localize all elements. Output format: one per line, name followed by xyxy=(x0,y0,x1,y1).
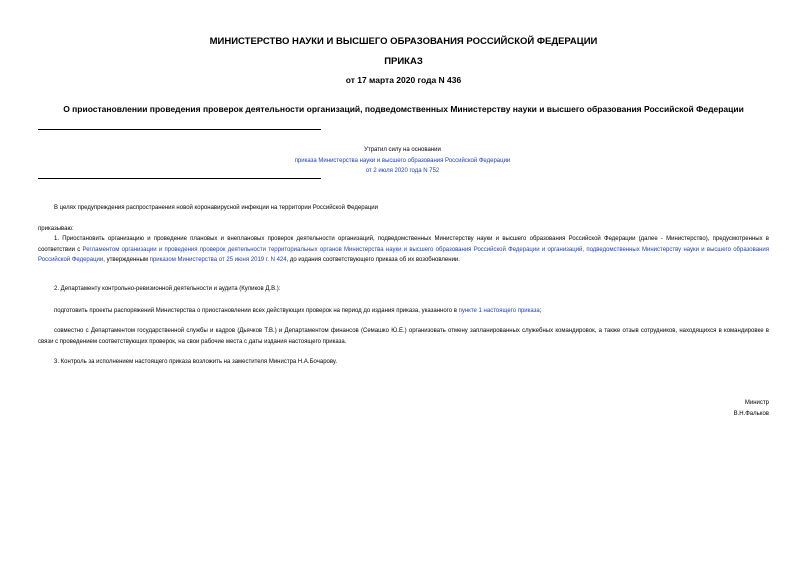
paragraph-intro: В целях предупреждения распространения новой коронавирусной инфекции на территории Российской Федерации xyxy=(54,205,379,211)
document-type: ПРИКАЗ xyxy=(384,56,423,67)
ministry-order-link[interactable]: приказом Министерства от 25 июня 2019 г. N 424 xyxy=(149,257,287,263)
signer-position: Министр xyxy=(744,400,769,406)
paragraph-2a-text-b: ; xyxy=(539,308,542,314)
ministry-name: МИНИСТЕРСТВО НАУКИ И ВЫСШЕГО ОБРАЗОВАНИЯ РОССИЙСКОЙ ФЕДЕРАЦИИ xyxy=(209,36,598,47)
document-date-number: от 17 марта 2020 года N 436 xyxy=(345,75,462,85)
lapsed-order-date-link[interactable]: от 2 июля 2020 года N 752 xyxy=(365,168,440,174)
paragraph-1-text-c: , до издания соответствующего приказа об их возобновлении. xyxy=(286,257,460,263)
regulation-link[interactable]: Регламентом организации и проведения проверок деятельности территориальных органов Министерства науки и высшего образования Российской Федерации и организаций, подведомственных Министерству науки и высшего образования Российской Федерации xyxy=(38,246,769,263)
paragraph-2b: совместно с Департаментом государственной службы и кадров (Дьячков Т.В.) и Департаментом финансов (Семашко Ю.Е.) организовать отмену запланированных служебных командировок, а также отзыв сотрудников, находящихся в командировке в связи с проведением соответствующих проверок, на свои рабочие места с даты издания настоящего приказа. xyxy=(38,328,769,345)
paragraph-2a xyxy=(38,306,769,317)
paragraph-1-text-a: 1. Приостановить организацию и проведение плановых и внеплановых проверок деятельности организаций, подведомственных Министерству науки и высшего образования Российской Федерации (далее - Министерство), предусмотренных в соответствии с xyxy=(38,236,769,253)
divider-top xyxy=(38,129,321,130)
document-title: О приостановлении проведения проверок деятельности организаций, подведомственных Министерству науки и высшего образования Российской Федерации xyxy=(63,104,744,114)
signer-name: В.Н.Фальков xyxy=(733,410,769,417)
signature-block xyxy=(734,398,769,419)
paragraph-1 xyxy=(38,234,769,266)
lapsed-order-link[interactable]: приказа Министерства науки и высшего образования Российской Федерации xyxy=(294,157,511,164)
paragraph-prikazyvayu: приказываю: xyxy=(38,226,74,232)
paragraph-3: 3. Контроль за исполнением настоящего приказа возложить на заместителя Министра Н.А.Бочарову. xyxy=(54,359,338,365)
paragraph-2a-text-a: подготовить проекты распоряжений Министерства о приостановлении всех действующих проверок на период до издания приказа, указанного в xyxy=(54,308,459,314)
paragraph-1-text-b: , утвержденным xyxy=(103,257,150,263)
paragraph-2: 2. Департаменту контрольно-ревизионной деятельности и аудита (Куликов Д.В.): xyxy=(54,286,281,292)
clause-1-link[interactable]: пункте 1 настоящего приказа xyxy=(458,308,540,314)
lapsed-note xyxy=(200,145,605,177)
divider-bottom xyxy=(38,178,321,179)
lapsed-note-text: Утратил силу на основании xyxy=(364,147,441,153)
